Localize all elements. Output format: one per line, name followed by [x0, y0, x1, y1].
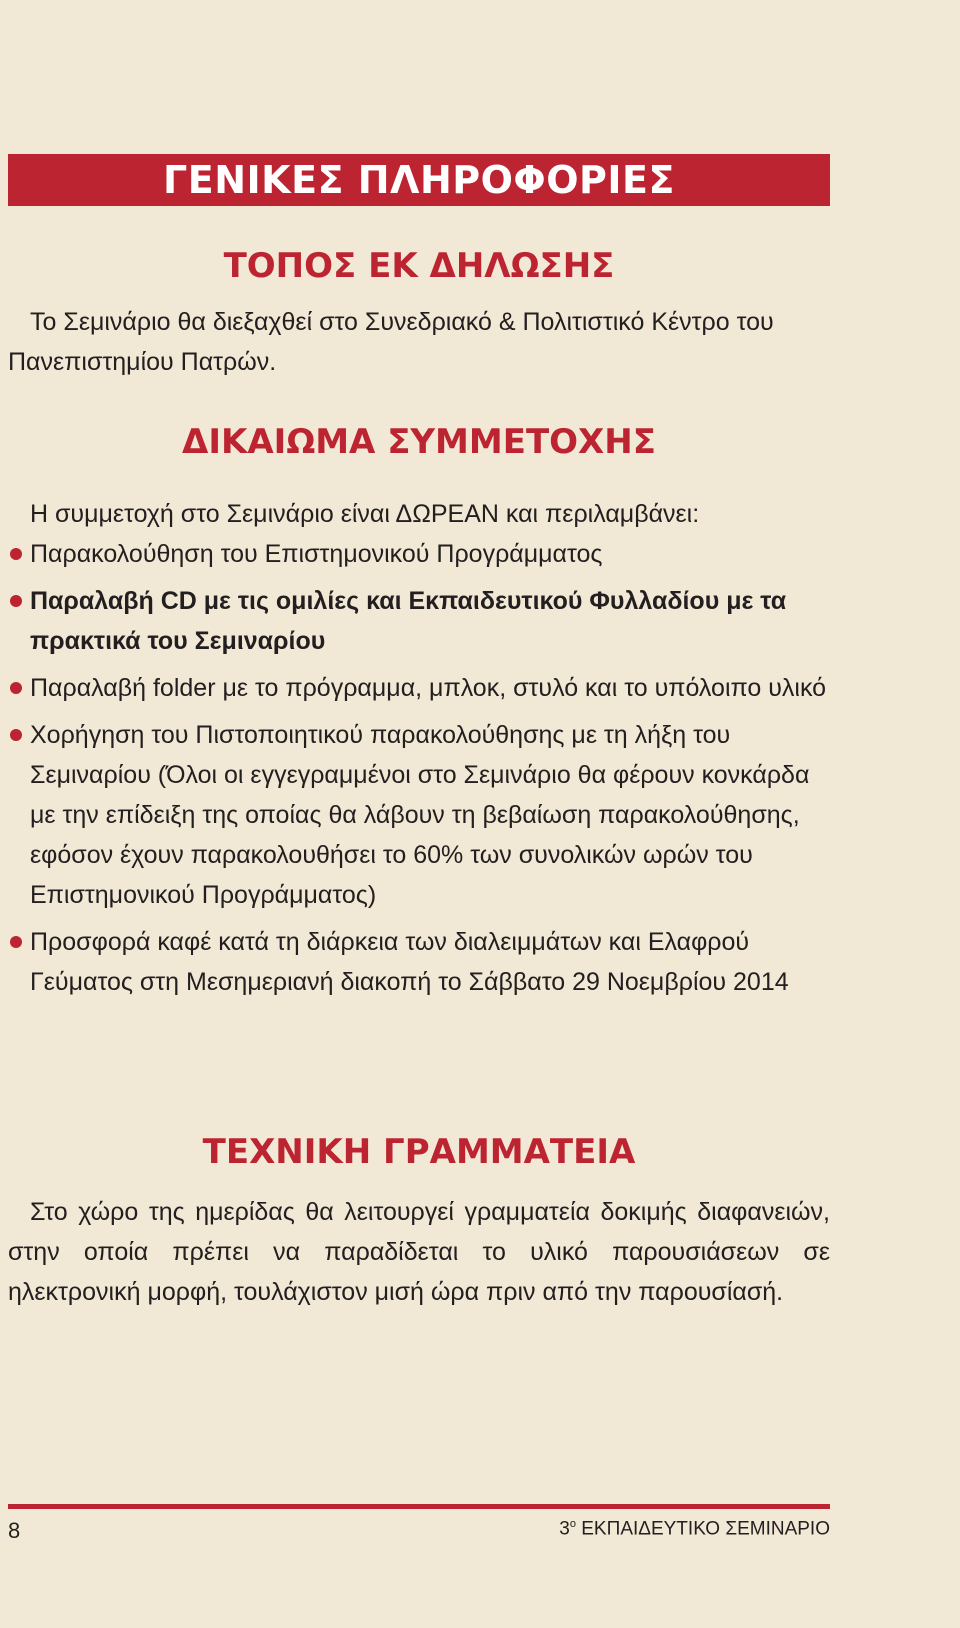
participation-intro: Η συμμετοχή στο Σεμινάριο είναι ΔΩΡΕΑΝ και περιλαμβάνει:	[30, 500, 700, 528]
list-item: Παραλαβή folder με το πρόγραμμα, μπλοκ, στυλό και το υπόλοιπο υλικό	[8, 668, 830, 708]
footer-title: $3^o$ ΕΚΠΑΙΔΕΥΤΙΚΟ ΣΕΜΙΝΑΡΙΟ	[559, 1518, 830, 1540]
venue-text: Το Σεμινάριο θα διεξαχθεί στο Συνεδριακό & Πολιτιστικό Κέντρο του Πανεπιστημίου Πατρών.	[8, 308, 774, 376]
secretariat-heading: ΤΕΧΝΙΚΗ ΓΡΑΜΜΑΤΕΙΑ	[202, 1132, 636, 1172]
venue-heading: ΤΟΠΟΣ ΕΚ ΔΗΛΩΣΗΣ	[223, 246, 615, 286]
list-item: Προσφορά καφέ κατά τη διάρκεια των διαλειμμάτων και Ελαφρού Γεύματος στη Μεσημεριανή διακοπή το Σάββατο 29 Νοεμβρίου 2014	[8, 922, 830, 1002]
banner-title: ΓΕΝΙΚΕΣ ΠΛΗΡΟΦΟΡΙΕΣ	[163, 158, 675, 202]
list-item: Χορήγηση του Πιστοποιητικού παρακολούθησης με τη λήξη του Σεμιναρίου (Όλοι οι εγγεγραμμένοι στο Σεμινάριο θα φέρουν κονκάρδα με την επίδειξη της οποίας θα λάβουν τη βεβαίωση παρακολούθησης, εφόσον έχουν παρακολουθήσει το 60% των συνολικών ωρών του Επιστημονικού Προγράμματος)	[8, 715, 830, 915]
secretariat-text: Στο χώρο της ημερίδας θα λειτουργεί γραμματεία δοκιμής διαφανειών, στην οποία πρέπει να παραδίδεται το υλικό παρουσιάσεων σε ηλεκτρονική μορφή, τουλάχιστον μισή ώρα πριν από την παρουσίασή.	[8, 1198, 830, 1306]
participation-heading: ΔΙΚΑΙΩΜΑ ΣΥΜΜΕΤΟΧΗΣ	[182, 422, 656, 462]
bullet-icon	[10, 936, 22, 948]
page-number: 8	[8, 1518, 21, 1543]
list-item: Παραλαβή CD με τις ομιλίες και Εκπαιδευτικού Φυλλαδίου με τα πρακτικά του Σεμιναρίου	[8, 581, 830, 661]
bullet-icon	[10, 548, 22, 560]
bullet-icon	[10, 682, 22, 694]
bullet-icon	[10, 729, 22, 741]
section-banner	[8, 154, 830, 206]
participation-list	[8, 534, 830, 1009]
bullet-icon	[10, 595, 22, 607]
footer-divider	[8, 1504, 830, 1509]
list-item: Παρακολούθηση του Επιστημονικού Προγράμματος	[8, 534, 830, 574]
